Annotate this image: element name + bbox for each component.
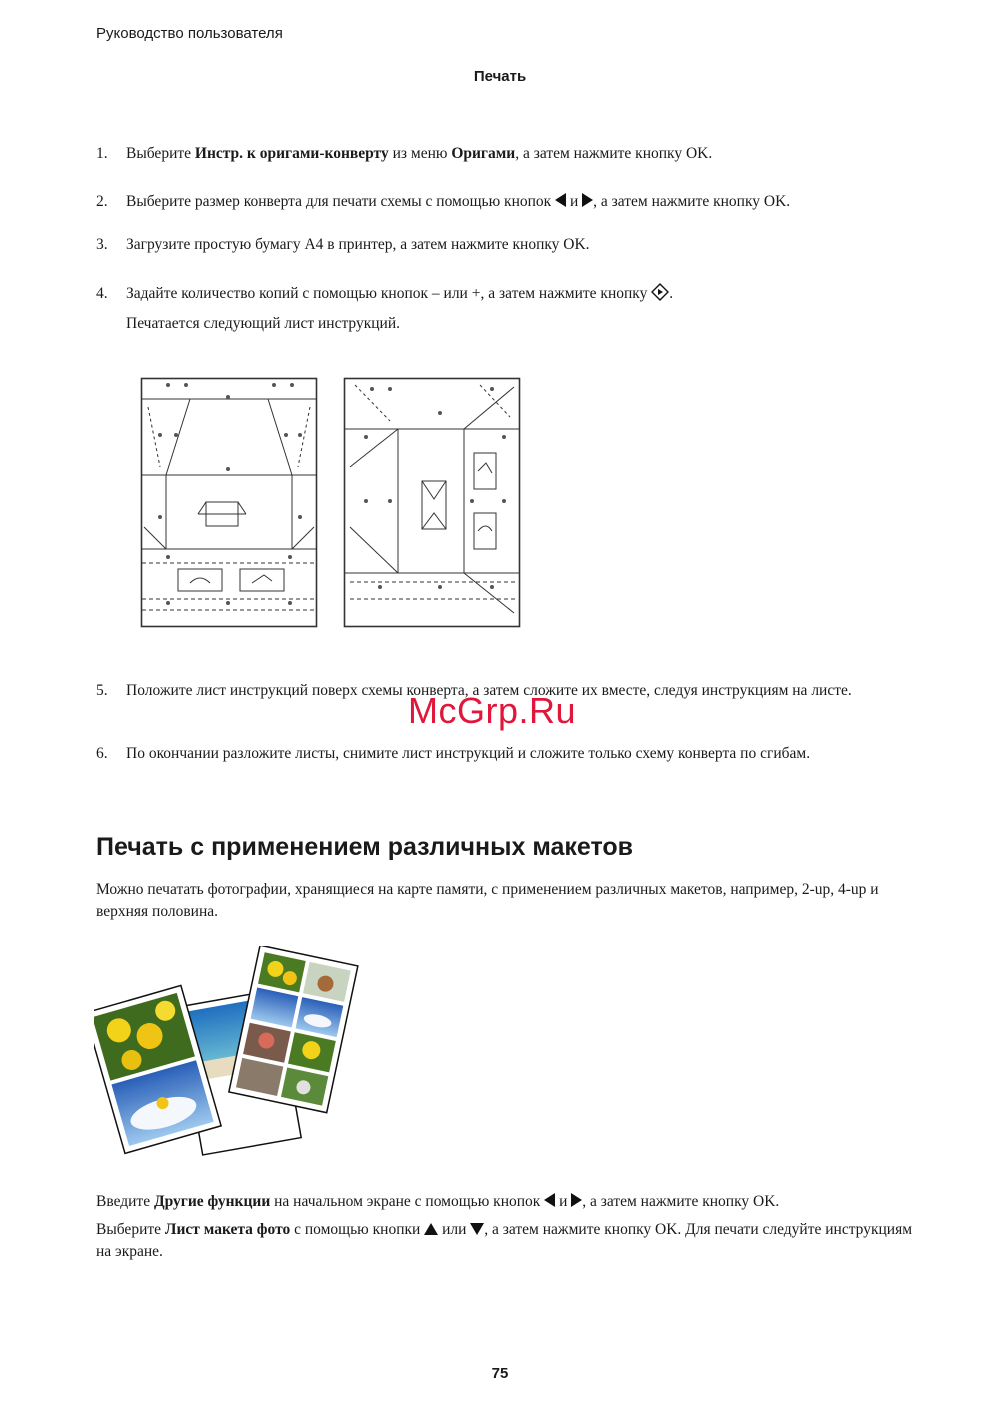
intro-paragraph: Можно печатать фотографии, хранящиеся на карте памяти, с применением различных макетов, например, 2-up, 4-up и верхняя половина. [96,881,879,920]
step-number: 6. [96,745,108,762]
watermark: McGrp.Ru [408,690,577,731]
down-arrow-icon [470,1223,484,1235]
step-text: . [669,285,674,302]
para-text: и [555,1193,572,1210]
step-text: , а затем нажмите кнопку OK. [593,193,791,210]
instruction-paragraph-1 [96,1191,916,1213]
section-heading: Печать с применением различных макетов [96,833,634,861]
menu-item-origami-envelope: Инстр. к оригами-конверту [194,145,389,162]
step-text: По окончании разложите листы, снимите лист инструкций и сложите только схему конверта по сгибам. [126,745,811,762]
para-text: или [438,1221,471,1238]
step-text: из меню [388,145,452,162]
step-text: Выберите размер конверта для печати схемы с помощью кнопок [126,193,556,210]
start-button-icon [651,283,669,308]
step-3 [96,234,916,256]
para-text: , а затем нажмите кнопку OK. [582,1193,780,1210]
origami-instruction-sheets-illustration [140,377,522,629]
photo-layouts-illustration [94,946,362,1158]
step-6 [96,743,916,765]
step-text: и [566,193,583,210]
page-number: 75 [491,1365,509,1382]
step-number: 1. [96,145,108,162]
para-text: с помощью кнопки [290,1221,425,1238]
right-arrow-icon [571,1193,582,1207]
step-number: 5. [96,682,108,699]
up-arrow-icon [424,1223,438,1235]
step-number: 3. [96,236,108,253]
left-arrow-icon [555,193,566,207]
step-number: 2. [96,193,108,210]
step-4-note: Печатается следующий лист инструкций. [126,315,401,332]
step-text: , а затем нажмите кнопку OK. [515,145,713,162]
step-4 [96,283,916,308]
left-arrow-icon [544,1193,555,1207]
manual-title: Руководство пользователя [96,25,283,42]
menu-other-functions: Другие функции [153,1193,271,1210]
right-arrow-icon [582,193,593,207]
menu-photo-layout-sheet: Лист макета фото [164,1221,291,1238]
step-text: Выберите [126,145,195,162]
para-text: на начальном экране с помощью кнопок [270,1193,545,1210]
para-text: , а затем нажмите кнопку OK. Для печати следуйте инструкциям на экране. [96,1221,913,1260]
step-1 [96,143,916,165]
step-text: Задайте количество копий с помощью кнопок – или +, а затем нажмите кнопку [126,285,652,302]
step-text: Загрузите простую бумагу A4 в принтер, а затем нажмите кнопку OK. [126,236,590,253]
step-text: Положите лист инструкций поверх схемы конверта, а затем сложите их вместе, следуя инструкциям на листе. [126,682,852,699]
step-2 [96,191,916,213]
para-text: Введите [96,1193,154,1210]
para-text: Выберите [96,1221,165,1238]
step-number: 4. [96,285,108,302]
menu-origami: Оригами [451,145,516,162]
section-title: Печать [473,68,527,85]
instruction-paragraph-2 [96,1219,916,1263]
